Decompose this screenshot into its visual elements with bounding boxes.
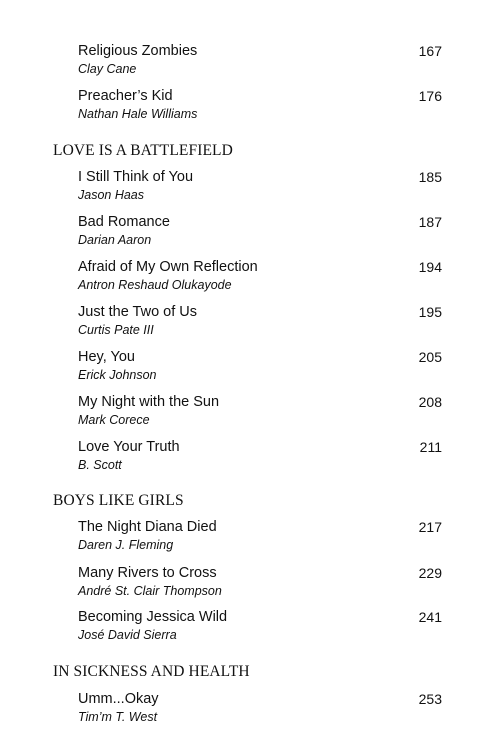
entry-title: I Still Think of You	[78, 169, 194, 185]
toc-entry	[78, 393, 442, 433]
entry-author: Tim’m T. West	[78, 710, 158, 724]
entry-page-number: 194	[418, 259, 442, 275]
entry-title: Love Your Truth	[78, 439, 180, 455]
entry-author: Jason Haas	[78, 188, 145, 202]
entry-author: Antron Reshaud Olukayode	[78, 278, 232, 292]
entry-page-number: 217	[418, 519, 442, 535]
entry-title: Afraid of My Own Reflection	[78, 259, 258, 275]
entry-page-number: 241	[418, 609, 442, 625]
entry-author: Daren J. Fleming	[78, 538, 174, 552]
entry-page-number: 187	[418, 214, 442, 230]
entry-title: Umm...Okay	[78, 691, 159, 707]
entry-page-number: 208	[418, 394, 442, 410]
entry-title: The Night Diana Died	[78, 519, 217, 535]
section-heading: IN SICKNESS AND HEALTH	[53, 663, 250, 680]
toc-entry	[78, 348, 442, 388]
entry-title: Religious Zombies	[78, 43, 198, 59]
entry-title: Preacher’s Kid	[78, 88, 173, 104]
entry-page-number: 253	[418, 691, 442, 707]
entry-author: André St. Clair Thompson	[78, 584, 222, 598]
entry-title: Hey, You	[78, 349, 135, 365]
entry-author: Nathan Hale Williams	[78, 107, 198, 121]
entry-author: B. Scott	[78, 458, 122, 472]
entry-page-number: 167	[418, 43, 442, 59]
entry-author: Mark Corece	[78, 413, 150, 427]
entry-page-number: 205	[418, 349, 442, 365]
toc-entry	[78, 564, 442, 604]
toc-entry	[78, 87, 442, 127]
entry-author: Curtis Pate III	[78, 323, 154, 337]
toc-entry	[78, 213, 442, 253]
entry-title: Many Rivers to Cross	[78, 565, 217, 581]
entry-title: Just the Two of Us	[78, 304, 198, 320]
entry-title: Bad Romance	[78, 214, 170, 230]
toc-entry	[78, 258, 442, 298]
entry-page-number: 176	[418, 88, 442, 104]
section-heading: BOYS LIKE GIRLS	[53, 492, 184, 509]
entry-author: Erick Johnson	[78, 368, 157, 382]
entry-author: Clay Cane	[78, 62, 137, 76]
toc-entry	[78, 438, 442, 478]
toc-entry	[78, 42, 442, 82]
entry-author: Darian Aaron	[78, 233, 152, 247]
toc-entry	[78, 518, 442, 558]
toc-entry	[78, 608, 442, 648]
entry-page-number: 211	[419, 439, 442, 455]
section-heading: LOVE IS A BATTLEFIELD	[53, 142, 233, 159]
entry-page-number: 185	[418, 169, 442, 185]
entry-page-number: 229	[418, 565, 442, 581]
entry-title: My Night with the Sun	[78, 394, 220, 410]
toc-entry	[78, 303, 442, 343]
toc-entry	[78, 690, 442, 730]
entry-title: Becoming Jessica Wild	[78, 609, 228, 625]
entry-page-number: 195	[418, 304, 442, 320]
entry-author: José David Sierra	[78, 628, 177, 642]
toc-entry	[78, 168, 442, 208]
